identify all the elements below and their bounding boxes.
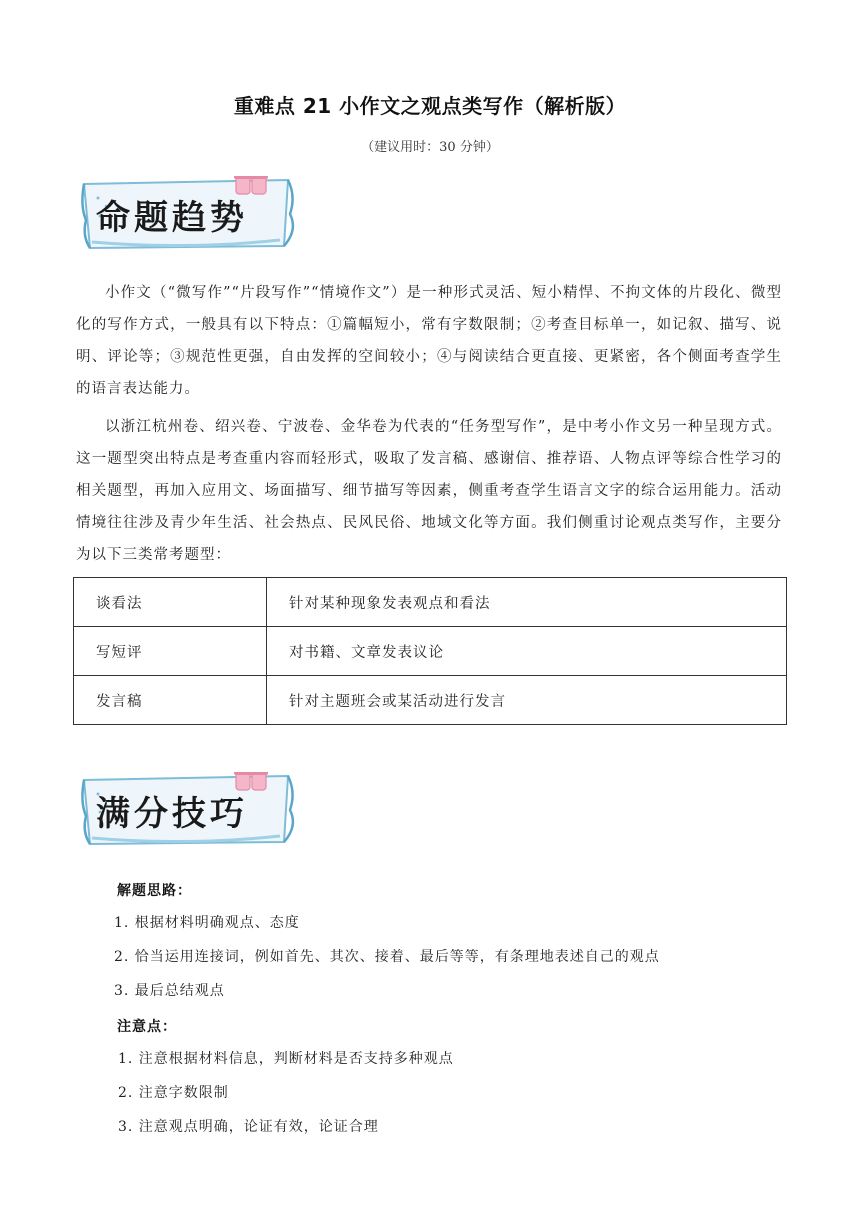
- type-cell: 谈看法: [74, 578, 267, 627]
- desc-cell: 对书籍、文章发表议论: [267, 627, 787, 676]
- page-title: 重难点 21 小作文之观点类写作（解析版）: [233, 94, 627, 118]
- note-item: 3. 注意观点明确，论证有效，论证合理: [118, 1119, 379, 1135]
- type-cell: 写短评: [74, 627, 267, 676]
- banner-title: 满分技巧: [96, 794, 248, 834]
- approach-item: 1. 根据材料明确观点、态度: [114, 915, 300, 931]
- suggested-time: （建议用时：30 分钟）: [361, 140, 499, 155]
- question-type-table: [73, 577, 787, 725]
- type-cell: 发言稿: [74, 676, 267, 725]
- table-row: [74, 676, 787, 725]
- paragraph-1: 小作文（“微写作”“片段写作”“情境作文”）是一种形式灵活、短小精悍、不拘文体的片段化、微型化的写作方式，一般具有以下特点：①篇幅短小，常有字数限制；②考查目标单一，如记叙、描写、说明、评论等；③规范性更强，自由发挥的空间较小；④与阅读结合更直接、更紧密，各个侧面考查学生的语言表达能力。: [76, 285, 782, 397]
- desc-cell: 针对某种现象发表观点和看法: [267, 578, 787, 627]
- banner-title: 命题趋势: [96, 198, 248, 238]
- paragraph-2: 以浙江杭州卷、绍兴卷、宁波卷、金华卷为代表的“任务型写作”，是中考小作文另一种呈现方式。这一题型突出特点是考查重内容而轻形式，吸取了发言稿、感谢信、推荐语、人物点评等综合性学习的相关题型，再加入应用文、场面描写、细节描写等因素，侧重考查学生语言文字的综合运用能力。活动情境往往涉及青少年生活、社会热点、民风民俗、地域文化等方面。我们侧重讨论观点类写作，主要分为以下三类常考题型：: [76, 419, 782, 563]
- desc-cell: 针对主题班会或某活动进行发言: [267, 676, 787, 725]
- notes-heading: 注意点：: [117, 1019, 177, 1035]
- table-row: [74, 627, 787, 676]
- note-item: 1. 注意根据材料信息，判断材料是否支持多种观点: [118, 1051, 454, 1067]
- section-banner-trend: [76, 176, 296, 254]
- approach-item: 3. 最后总结观点: [114, 983, 225, 999]
- section-banner-skills: [76, 772, 296, 850]
- table-row: [74, 578, 787, 627]
- note-item: 2. 注意字数限制: [118, 1085, 229, 1101]
- approach-item: 2. 恰当运用连接词，例如首先、其次、接着、最后等等，有条理地表述自己的观点: [114, 949, 660, 965]
- approach-heading: 解题思路：: [117, 883, 192, 899]
